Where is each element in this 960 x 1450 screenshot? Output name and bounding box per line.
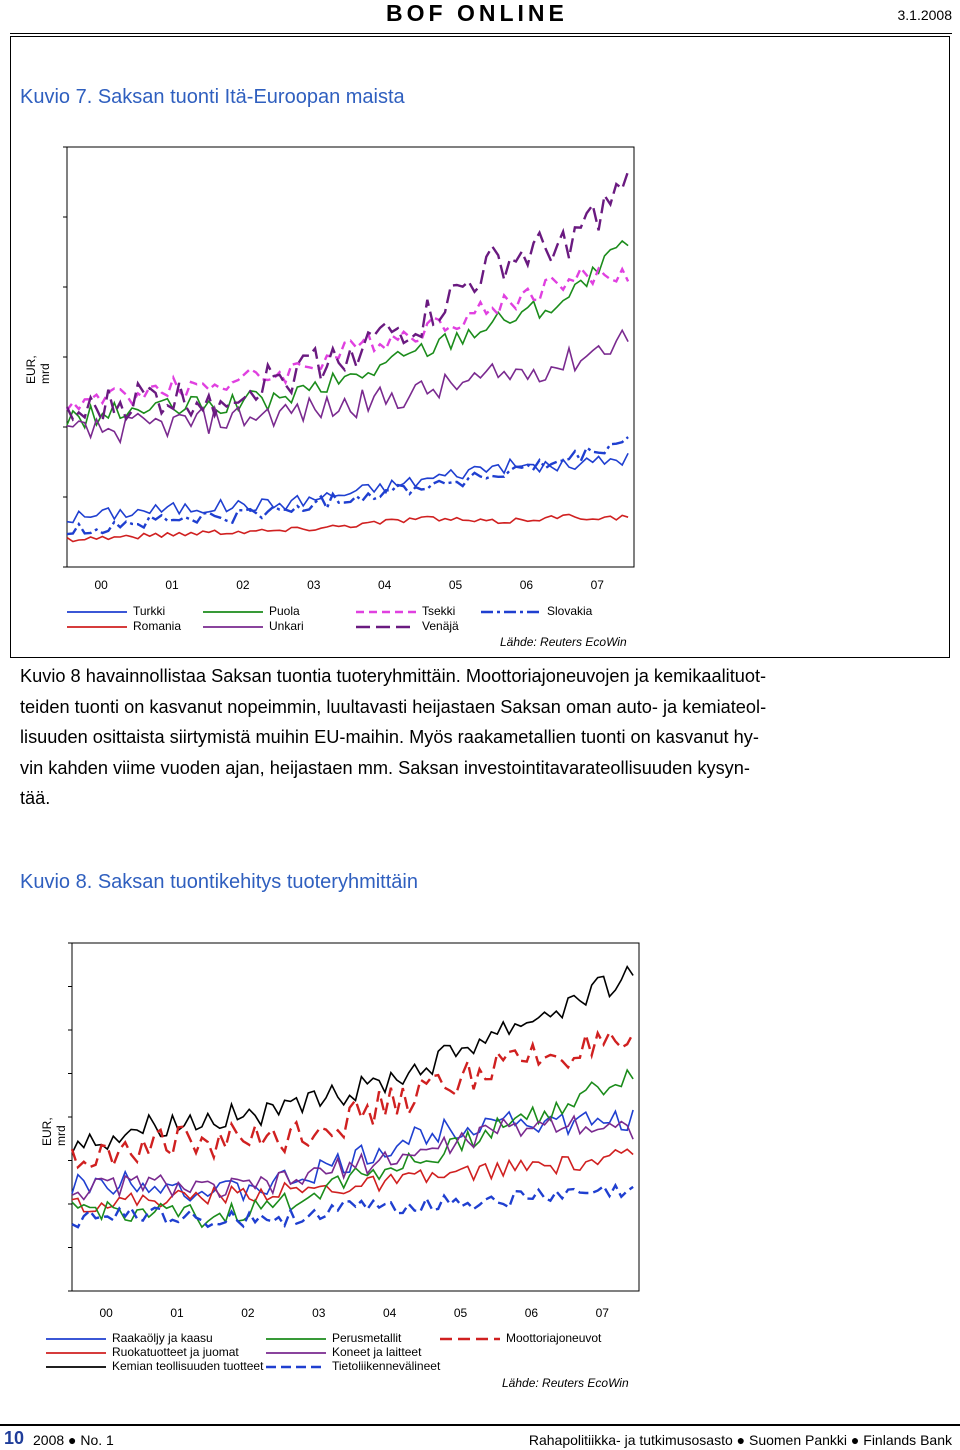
- x-tick-label: 00: [94, 578, 108, 592]
- x-tick-label: 07: [590, 578, 604, 592]
- body-line: teiden tuonti on kasvanut nopeimmin, luultavasti heijastaen Saksan oman auto- ja kemiateol-: [20, 696, 767, 717]
- page-number: 10: [4, 1428, 25, 1448]
- legend-label: Moottoriajoneuvot: [506, 1331, 602, 1345]
- legend-label: Ruokatuotteet ja juomat: [112, 1345, 239, 1359]
- organization-label: Rahapolitiikka- ja tutkimusosasto ● Suomen Pankki ● Finlands Bank: [528, 1432, 952, 1448]
- body-line: lisuuden osittaista siirtymistä muihin EU-maihin. Myös raakametallien tuonti on kasvanut hy-: [20, 727, 759, 747]
- legend-swatch: [266, 1348, 328, 1358]
- legend-label: Koneet ja laitteet: [332, 1345, 422, 1359]
- legend-label: Venäjä: [422, 619, 459, 633]
- legend-swatch: [440, 1334, 502, 1344]
- legend-label: Kemian teollisuuden tuotteet: [112, 1359, 264, 1373]
- series-line: [72, 967, 633, 1154]
- x-tick-label: 01: [165, 578, 179, 592]
- legend-label: Turkki: [133, 604, 166, 618]
- chart2-ylabel: EUR, mrd: [40, 1117, 68, 1146]
- chart2-source: Lähde: Reuters EcoWin: [502, 1376, 629, 1390]
- plot-frame: [72, 943, 639, 1291]
- publication-date: 3.1.2008: [897, 7, 952, 23]
- body-line: vin kahden viime vuoden ajan, heijastaen mm. Saksan investointitavarateollisuuden kysyn-: [20, 757, 750, 778]
- legend-label: Slovakia: [547, 604, 593, 618]
- x-tick-label: 05: [453, 1306, 468, 1320]
- x-tick-label: 02: [241, 1306, 255, 1320]
- chart1-title: Kuvio 7. Saksan tuonti Itä-Euroopan maista: [20, 86, 405, 108]
- x-tick-label: 02: [236, 578, 250, 592]
- x-tick-label: 01: [170, 1306, 184, 1320]
- legend-label: Raakaöljy ja kaasu: [112, 1331, 213, 1345]
- legend-label: Tietoliikennevälineet: [332, 1359, 441, 1373]
- legend-label: Perusmetallit: [332, 1331, 402, 1345]
- chart2-title: Kuvio 8. Saksan tuontikehitys tuoteryhmittäin: [20, 871, 418, 893]
- legend-swatch: [266, 1362, 328, 1372]
- x-tick-label: 05: [448, 578, 463, 592]
- x-tick-label: 03: [307, 578, 321, 592]
- x-tick-label: 07: [595, 1306, 609, 1320]
- x-tick-label: 04: [382, 1306, 397, 1320]
- series-line: [72, 1185, 633, 1227]
- x-tick-label: 04: [377, 578, 392, 592]
- series-line: [72, 1110, 633, 1201]
- body-line: Kuvio 8 havainnollistaa Saksan tuontia tuoteryhmittäin. Moottoriajoneuvojen ja kemikaalituot-: [20, 666, 767, 686]
- legend-swatch: [46, 1334, 108, 1344]
- chart1-ylabel: EUR, mrd: [24, 355, 52, 384]
- legend-swatch: [266, 1334, 328, 1344]
- legend-swatch: [46, 1348, 108, 1358]
- legend-label: Puola: [269, 604, 300, 618]
- publication-title: BOF ONLINE: [386, 0, 568, 26]
- footer-rule: [0, 1424, 960, 1426]
- series-line: [72, 1032, 633, 1167]
- x-tick-label: 03: [312, 1306, 326, 1320]
- x-tick-label: 06: [519, 578, 534, 592]
- x-tick-label: 06: [524, 1306, 539, 1320]
- legend-label: Tsekki: [422, 604, 456, 618]
- legend-label: Romania: [133, 619, 182, 633]
- x-tick-label: 00: [99, 1306, 113, 1320]
- legend-swatch: [46, 1362, 108, 1372]
- legend-label: Unkari: [269, 619, 304, 633]
- body-line: tää.: [20, 788, 51, 808]
- issue-label: 2008 ● No. 1: [33, 1432, 114, 1448]
- chart1-source: Lähde: Reuters EcoWin: [500, 635, 627, 649]
